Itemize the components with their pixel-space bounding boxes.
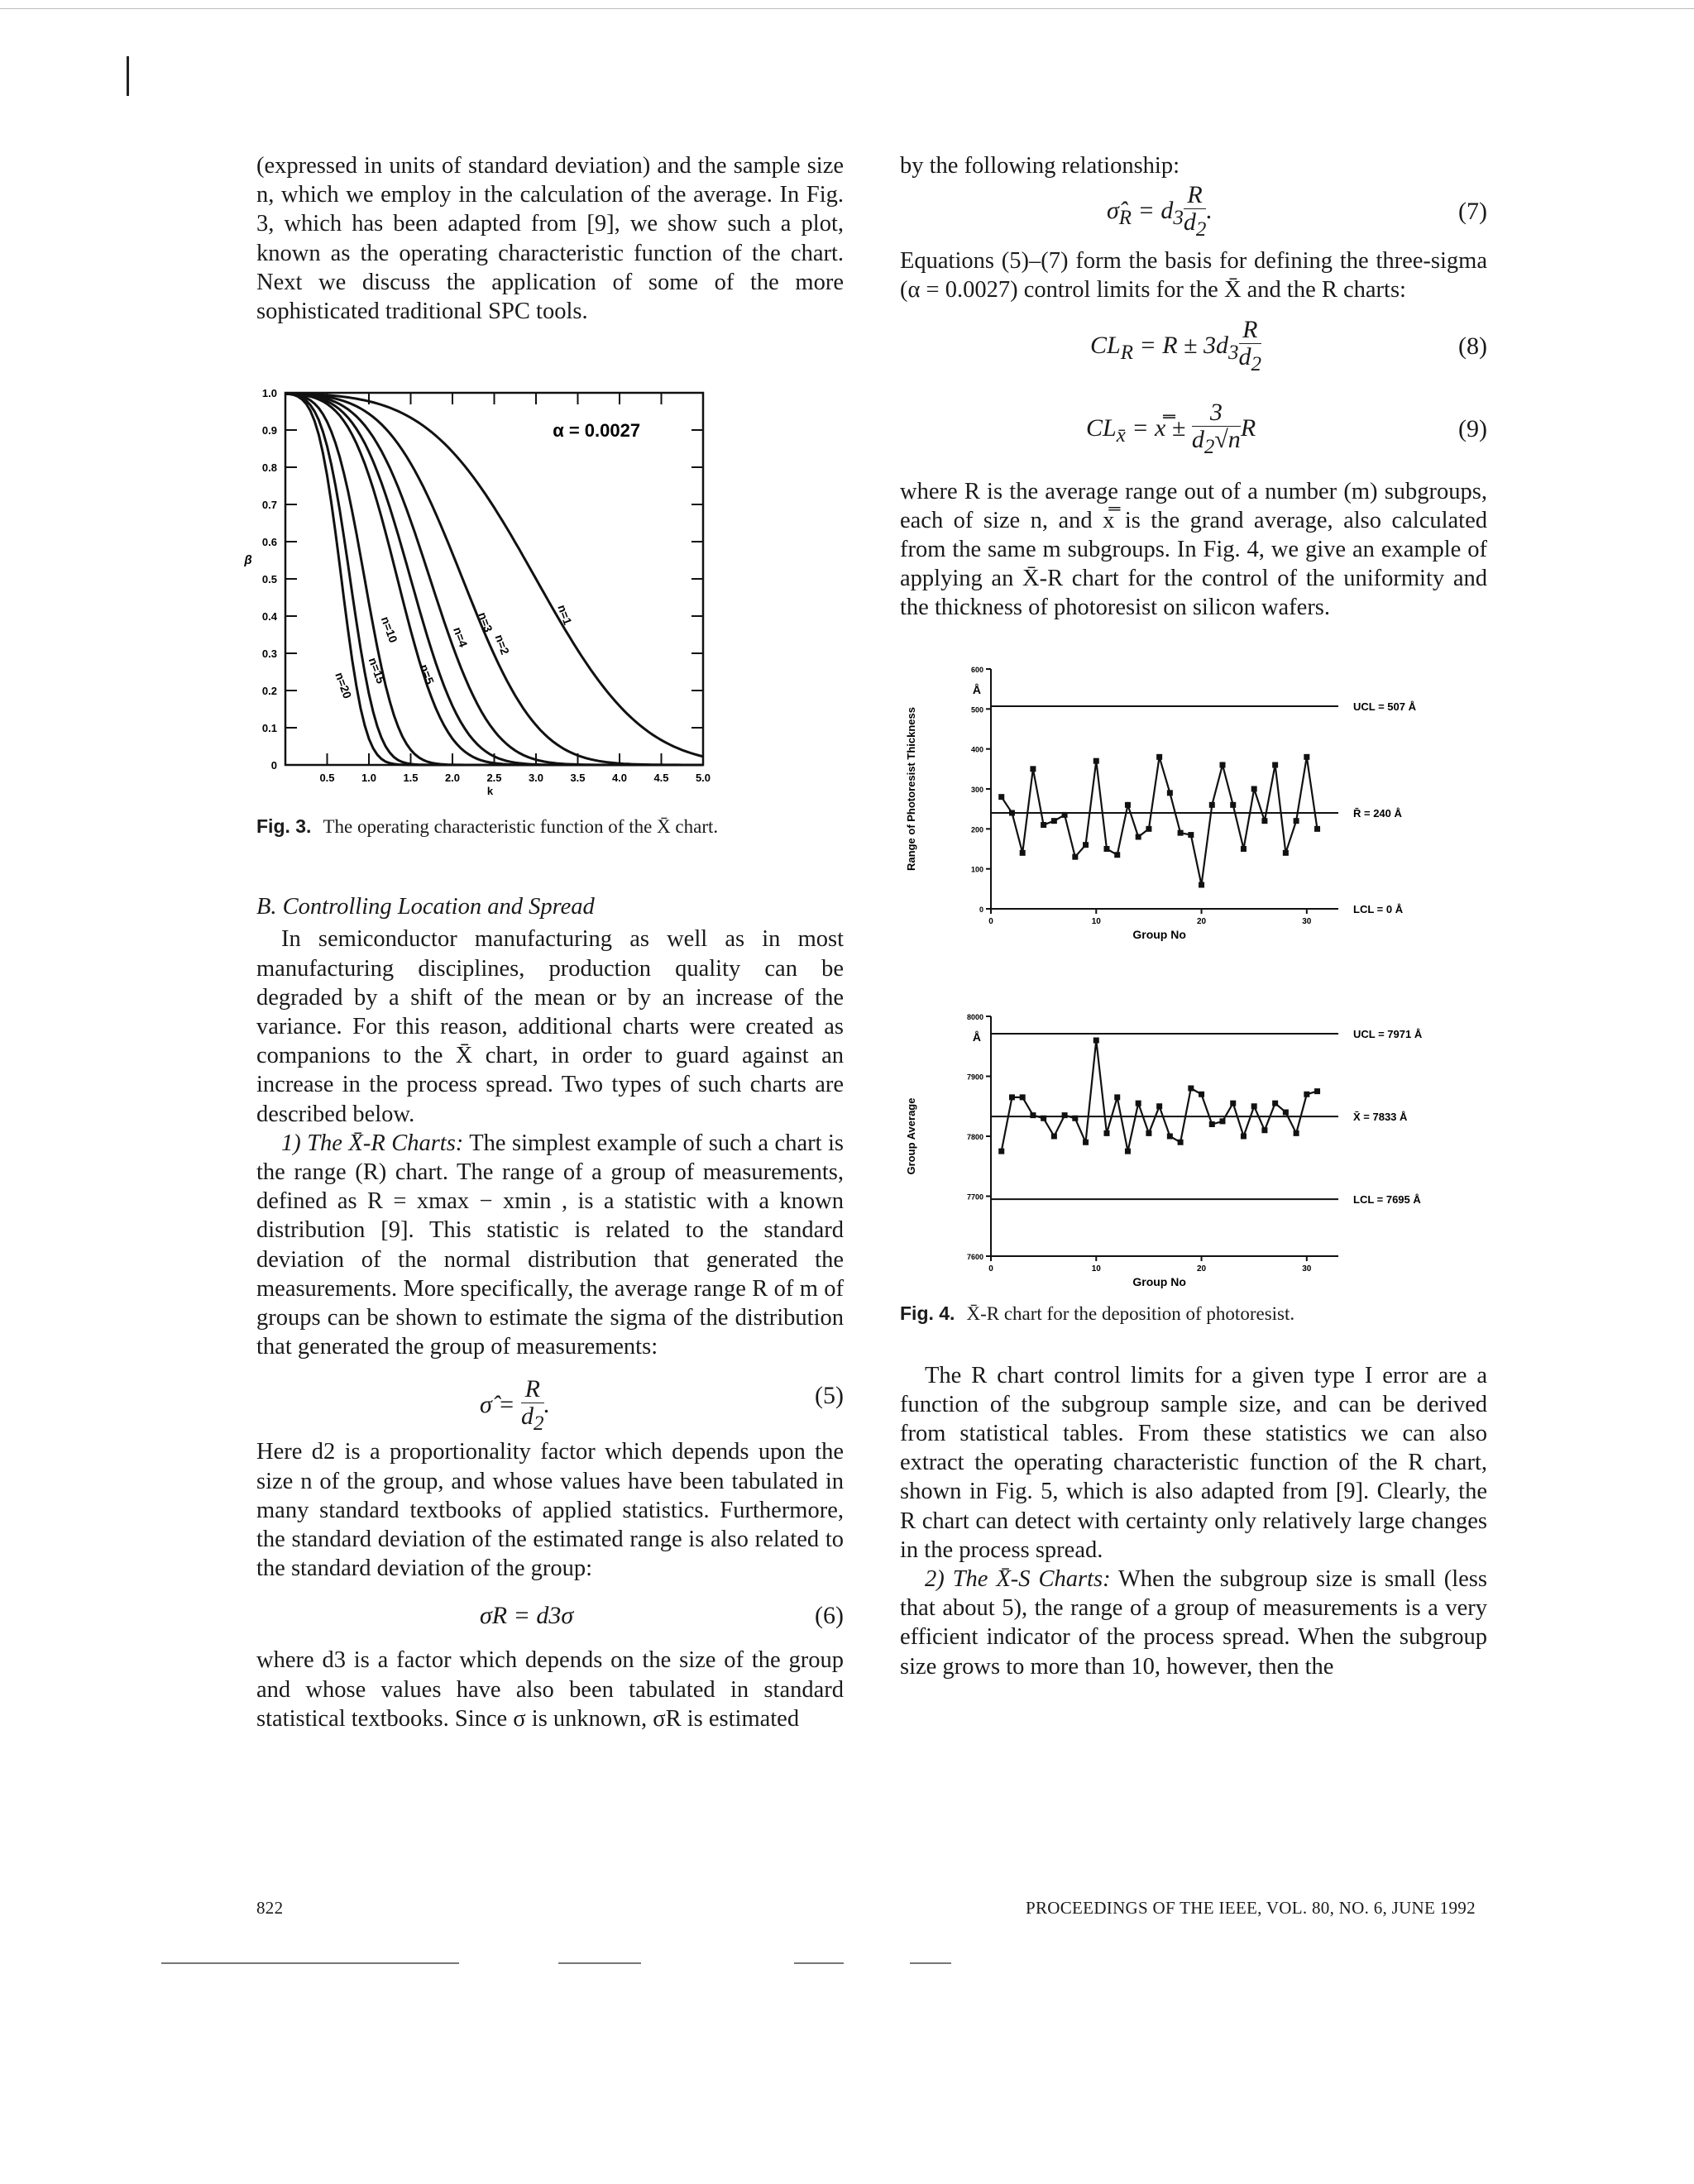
scan-line (558, 1962, 641, 1964)
fig3-curve-n10 (285, 394, 703, 765)
fig4-average-data-point (1199, 1091, 1204, 1097)
fig4-range-data-point (1178, 829, 1184, 835)
fig3-x-tick-label: 3.5 (570, 772, 586, 785)
fig4-average-x-tick-label: 0 (988, 1264, 993, 1274)
equation-5: σ̂ = $\frac{R}{d_2}$ . (5) (480, 1375, 844, 1436)
fig4-average-data-point (1167, 1133, 1173, 1139)
fig4-average-control-label: UCL = 7971 Å (1353, 1027, 1423, 1040)
fig3-y-axis-label: β (244, 553, 252, 568)
fig4-average-y-axis-label: Group Average (905, 1097, 917, 1175)
fig4-range-data-point (1030, 766, 1036, 772)
fig4-range-unit-label: Å (972, 682, 981, 696)
fig4-average-series-line (1002, 1040, 1318, 1151)
fig4-range-control-label: R̄ = 240 Å (1353, 806, 1402, 820)
fig4-range-data-point (1125, 801, 1131, 807)
fig3-curve-label: n=20 (333, 671, 355, 700)
fig3-plot-frame (285, 393, 703, 765)
fig4-range-x-tick-label: 20 (1196, 916, 1207, 926)
fig4-range-data-point (1051, 818, 1057, 824)
fig4-range-control-label: UCL = 507 Å (1353, 700, 1416, 713)
fig4-range-data-point (1241, 846, 1247, 852)
fig4-range-data-point (1304, 753, 1309, 759)
fig3-curve-label: n=10 (378, 614, 400, 645)
para-after-eq9: where R is the average range out of a number (m) subgroups, each of size n, and x̿ is the grand average, also calculated from the same m subgroups. In Fig. 4, we give an example of applying an X̄-R chart for the control of the uniformity and the thickness of photoresist on silicon wafers. (900, 478, 1487, 621)
eq5-number: (5) (815, 1382, 844, 1410)
fig4-average-data-point (1083, 1139, 1089, 1145)
fig4-average-data-point (1062, 1112, 1068, 1118)
fig4-average-data-point (1272, 1100, 1278, 1106)
equation-8: $CL_R = R \pm 3d_3$ $\frac{R}{d_2}$ (8) (1090, 315, 1487, 375)
fig4-average-data-point (1051, 1133, 1057, 1139)
fig4-chart (875, 652, 1487, 1331)
fig4-range-y-tick-label: 300 (970, 785, 983, 794)
fig3-curve-label: n=4 (451, 625, 471, 649)
fig3-x-tick-label: 4.0 (611, 772, 628, 785)
fig3-curve-label: n=3 (476, 610, 495, 634)
eq7-number: (7) (1458, 198, 1487, 226)
fig4-range-data-point (1136, 834, 1141, 839)
fig3-caption-label: Fig. 3. (256, 815, 312, 838)
fig4-average-data-point (1072, 1115, 1078, 1121)
fig4-average-data-point (1125, 1148, 1131, 1154)
fig4-average-y-tick-label: 7900 (966, 1073, 983, 1082)
fig4-range-control-label: LCL = 0 Å (1353, 902, 1404, 915)
eq9-number: (9) (1458, 414, 1487, 442)
right-top-line: by the following relationship: (900, 153, 1180, 179)
fig4-average-data-point (1188, 1085, 1194, 1091)
scan-line (910, 1962, 951, 1964)
fig3-x-tick-label: 1.5 (403, 772, 419, 785)
fig3-curve-label: n=1 (555, 603, 575, 627)
fig4-range-data-point (1251, 786, 1257, 791)
fig4-average-data-point (1314, 1088, 1320, 1094)
fig3-x-axis-label: k (486, 785, 494, 798)
fig3-caption (256, 814, 844, 839)
fig4-range-data-point (1156, 753, 1162, 759)
fig4-average-x-axis-label: Group No (1132, 1274, 1186, 1288)
fig3-curve-n1 (285, 394, 703, 757)
fig4-average-control-label: LCL = 7695 Å (1353, 1192, 1421, 1206)
fig4-average-data-point (1251, 1103, 1257, 1109)
fig3-caption-text: The operating characteristic function of the X̄ chart. (323, 816, 719, 838)
fig4-range-y-tick-label: 200 (970, 824, 983, 834)
top-rule (0, 8, 1694, 9)
fig4-average-data-point (1178, 1139, 1184, 1145)
subsection-1 (256, 1129, 844, 1362)
fig3-curve-label: n=15 (366, 656, 388, 686)
fig4-range-data-point (1020, 849, 1026, 855)
fig4-average-y-tick-label: 8000 (966, 1012, 983, 1021)
fig4-average-data-point (1114, 1094, 1120, 1100)
fig3-chart (190, 372, 769, 819)
fig4-range-x-tick-label: 0 (988, 916, 993, 926)
fig4-range-data-point (1041, 822, 1046, 828)
fig3-x-tick-label: 1.0 (361, 772, 377, 785)
fig4-average-data-point (1156, 1103, 1162, 1109)
fig4-average-data-point (1241, 1133, 1247, 1139)
section-heading: B. Controlling Location and Spread (256, 894, 595, 920)
fig4-range-y-tick-label: 600 (970, 665, 983, 674)
fig4-average-x-tick-label: 30 (1302, 1264, 1312, 1274)
fig4-range-data-point (1062, 812, 1068, 818)
fig4-average-control-label: X̄ = 7833 Å (1353, 1110, 1408, 1123)
fig4-average-data-point (1009, 1094, 1015, 1100)
para-after-eq6: where d3 is a factor which depends on the size of the group and whose values have also been tabulated in standard statistical textbooks. Since σ is unknown, σR is estimated (256, 1647, 844, 1732)
fig4-range-data-point (1261, 818, 1267, 824)
subsection-2-text: When the subgroup size is small (less that about 5), the range of a group of measurements is a very efficient indicator of the process spread. When the subgroup size grows to more than 10, however, then the (900, 1566, 1487, 1680)
fig4-caption-label: Fig. 4. (900, 1302, 955, 1324)
fig4-range-data-point (998, 794, 1004, 800)
fig4-average-data-point (1283, 1109, 1289, 1115)
fig3-curve-n4 (285, 394, 703, 765)
fig4-average-y-tick-label: 7700 (966, 1192, 983, 1202)
fig4-range-data-point (1104, 846, 1110, 852)
fig3-curve-n2 (285, 394, 703, 765)
fig4-range-data-point (1209, 801, 1215, 807)
fig4-range-x-tick-label: 10 (1091, 916, 1101, 926)
scan-line (794, 1962, 844, 1964)
fig4-range-data-point (1220, 762, 1226, 767)
para-after-eq5: Here d2 is a proportionality factor which depends upon the size n of the group, and whose values have been tabulated in many standard textbooks of applied statistics. Furthermore, the standard deviation of the estimated range is also related to the standard deviation of the group: (256, 1439, 844, 1582)
fig4-range-data-point (1167, 790, 1173, 796)
para-eq-basis: Equations (5)–(7) form the basis for defining the three-sigma (α = 0.0027) control limits for the X̄ and the R charts: (900, 248, 1487, 303)
fig4-range-data-point (1114, 852, 1120, 858)
fig4-average-x-tick-label: 10 (1091, 1264, 1101, 1274)
change-bar (127, 56, 129, 96)
fig3-y-tick-label: 0.4 (261, 610, 277, 624)
equation-7: $\sigmâ_R = d_3$ $\frac{R}{d_2}$ . (7) (1107, 181, 1487, 241)
fig3-x-tick-label: 5.0 (695, 772, 711, 785)
fig4-average-data-point (1020, 1094, 1026, 1100)
fig4-average-data-point (1136, 1100, 1141, 1106)
fig4-average-data-point (1104, 1130, 1110, 1136)
fig3-y-tick-label: 0.3 (261, 648, 277, 661)
fig4-average-data-point (1220, 1118, 1226, 1124)
subsection-2 (900, 1565, 1487, 1681)
fig4-range-y-axis-label: Range of Photoresist Thickness (905, 706, 917, 871)
fig4-range-data-point (1199, 882, 1204, 887)
fig4-range-x-tick-label: 30 (1302, 916, 1312, 926)
fig4-average-data-point (1304, 1091, 1309, 1097)
fig4-average-data-point (1294, 1130, 1299, 1136)
fig4-average-x-tick-label: 20 (1196, 1264, 1207, 1274)
fig4-range-data-point (1146, 825, 1151, 831)
fig4-average-data-point (1261, 1127, 1267, 1133)
eq6-text: σR = d3σ (480, 1602, 574, 1630)
fig3-alpha-annotation: α = 0.0027 (553, 420, 641, 442)
fig3-curve-n20 (285, 394, 703, 765)
fig3-y-tick-label: 0.6 (261, 536, 277, 549)
left-column (244, 151, 844, 1733)
fig3-curve-n3 (285, 394, 703, 765)
page-number: 822 (256, 1898, 284, 1918)
fig3-x-tick-label: 2.0 (444, 772, 461, 785)
right-column (900, 151, 1487, 1681)
scan-line (161, 1962, 459, 1964)
fig4-average-data-point (1093, 1037, 1099, 1043)
fig4-average-data-point (1209, 1121, 1215, 1127)
fig4-caption (900, 1301, 1487, 1326)
fig3-y-tick-label: 0.1 (261, 722, 277, 735)
fig3-y-tick-label: 0.7 (261, 499, 277, 512)
fig4-range-data-point (1294, 818, 1299, 824)
equation-6 (256, 1593, 844, 1639)
intro-paragraph: (expressed in units of standard deviation) and the sample size n, which we employ in the calculation of the average. In Fig. 3, which has been adapted from [9], we show such a plot, known as the operating characteristic function of the chart. Next we discuss the application of some of the more sophisticated traditional SPC tools. (256, 153, 844, 325)
fig3-y-tick-label: 0.5 (261, 573, 277, 586)
fig4-range-data-point (1009, 810, 1015, 815)
fig4-average-data-point (1230, 1100, 1236, 1106)
fig3-curve-n15 (285, 394, 703, 765)
fig3-y-tick-label: 0.2 (261, 685, 277, 698)
fig4-range-y-tick-label: 400 (970, 745, 983, 754)
fig4-range-data-point (1314, 825, 1320, 831)
fig3-x-tick-label: 2.5 (486, 772, 502, 785)
fig4-average-y-tick-label: 7600 (966, 1252, 983, 1261)
fig3-y-tick-label: 0.9 (261, 424, 277, 437)
fig3-curve-label: n=5 (417, 662, 438, 686)
fig4-range-y-tick-label: 0 (979, 905, 983, 914)
fig3-x-tick-label: 0.5 (319, 772, 335, 785)
fig3-curve-label: n=2 (492, 633, 512, 657)
fig4-range-data-point (1072, 853, 1078, 859)
fig3-curve-n5 (285, 394, 703, 765)
fig4-range-y-tick-label: 500 (970, 705, 983, 714)
eq6-number: (6) (815, 1602, 844, 1630)
fig3-x-tick-label: 4.5 (653, 772, 669, 785)
para-r-chart: The R chart control limits for a given type I error are a function of the subgroup sample size, and can be derived from statistical tables. From these statistics we can also extract the operating characteristic function of the R chart, shown in Fig. 5, which is also adapted from [9]. Clearly, the R chart can detect with certainty only relatively large changes in the process spread. (900, 1362, 1487, 1563)
fig4-caption-text: X̄-R chart for the deposition of photoresist. (966, 1302, 1295, 1324)
fig4-range-data-point (1230, 801, 1236, 807)
subsection-1-heading: 1) The X̄-R Charts: (281, 1130, 464, 1156)
fig4-range-data-point (1083, 842, 1089, 848)
fig4-average-data-point (1030, 1112, 1036, 1118)
fig4-average-y-tick-label: 7800 (966, 1132, 983, 1141)
fig4-range-data-point (1283, 849, 1289, 855)
fig4-range-series-line (1002, 757, 1318, 885)
journal-footer: PROCEEDINGS OF THE IEEE, VOL. 80, NO. 6, JUNE 1992 (1026, 1898, 1476, 1918)
fig3-y-tick-label: 1.0 (261, 387, 277, 400)
para-1: In semiconductor manufacturing as well as in most manufacturing disciplines, production quality can be degraded by a shift of the mean or by an increase of the variance. For this reason, additional charts were created as companions to the X̄ chart, in order to guard against an increase in the process spread. Two types of such charts are described below. (256, 926, 844, 1127)
fig4-range-data-point (1272, 762, 1278, 767)
fig3-y-tick-label: 0 (270, 759, 277, 772)
fig4-range-x-axis-label: Group No (1132, 927, 1186, 941)
fig3-x-tick-label: 3.0 (528, 772, 544, 785)
fig3-y-tick-label: 0.8 (261, 461, 277, 475)
fig4-average-data-point (1041, 1115, 1046, 1121)
subsection-1-text: The simplest example of such a chart is the range (R) chart. The range of a group of measurements, defined as R = xmax − xmin , is a statistic with a known distribution [9]. This statistic is related to the standard deviation of the normal distribution that generated the measurements. More specifically, the average range R of m of groups can be shown to estimate the sigma of the distribution that generated the group of measurements: (256, 1130, 844, 1360)
subsection-2-heading: 2) The X̄-S Charts: (925, 1566, 1111, 1593)
fig4-average-data-point (998, 1148, 1004, 1154)
fig4-average-unit-label: Å (972, 1030, 981, 1044)
fig4-average-data-point (1146, 1130, 1151, 1136)
fig4-range-data-point (1093, 757, 1099, 763)
fig4-range-data-point (1188, 832, 1194, 838)
eq8-number: (8) (1458, 332, 1487, 360)
fig4-range-y-tick-label: 100 (970, 865, 983, 874)
equation-9: $CL_{x̄}$ = x̿ ± $\frac{3}{d_2√n}$ R (9) (1086, 398, 1487, 458)
